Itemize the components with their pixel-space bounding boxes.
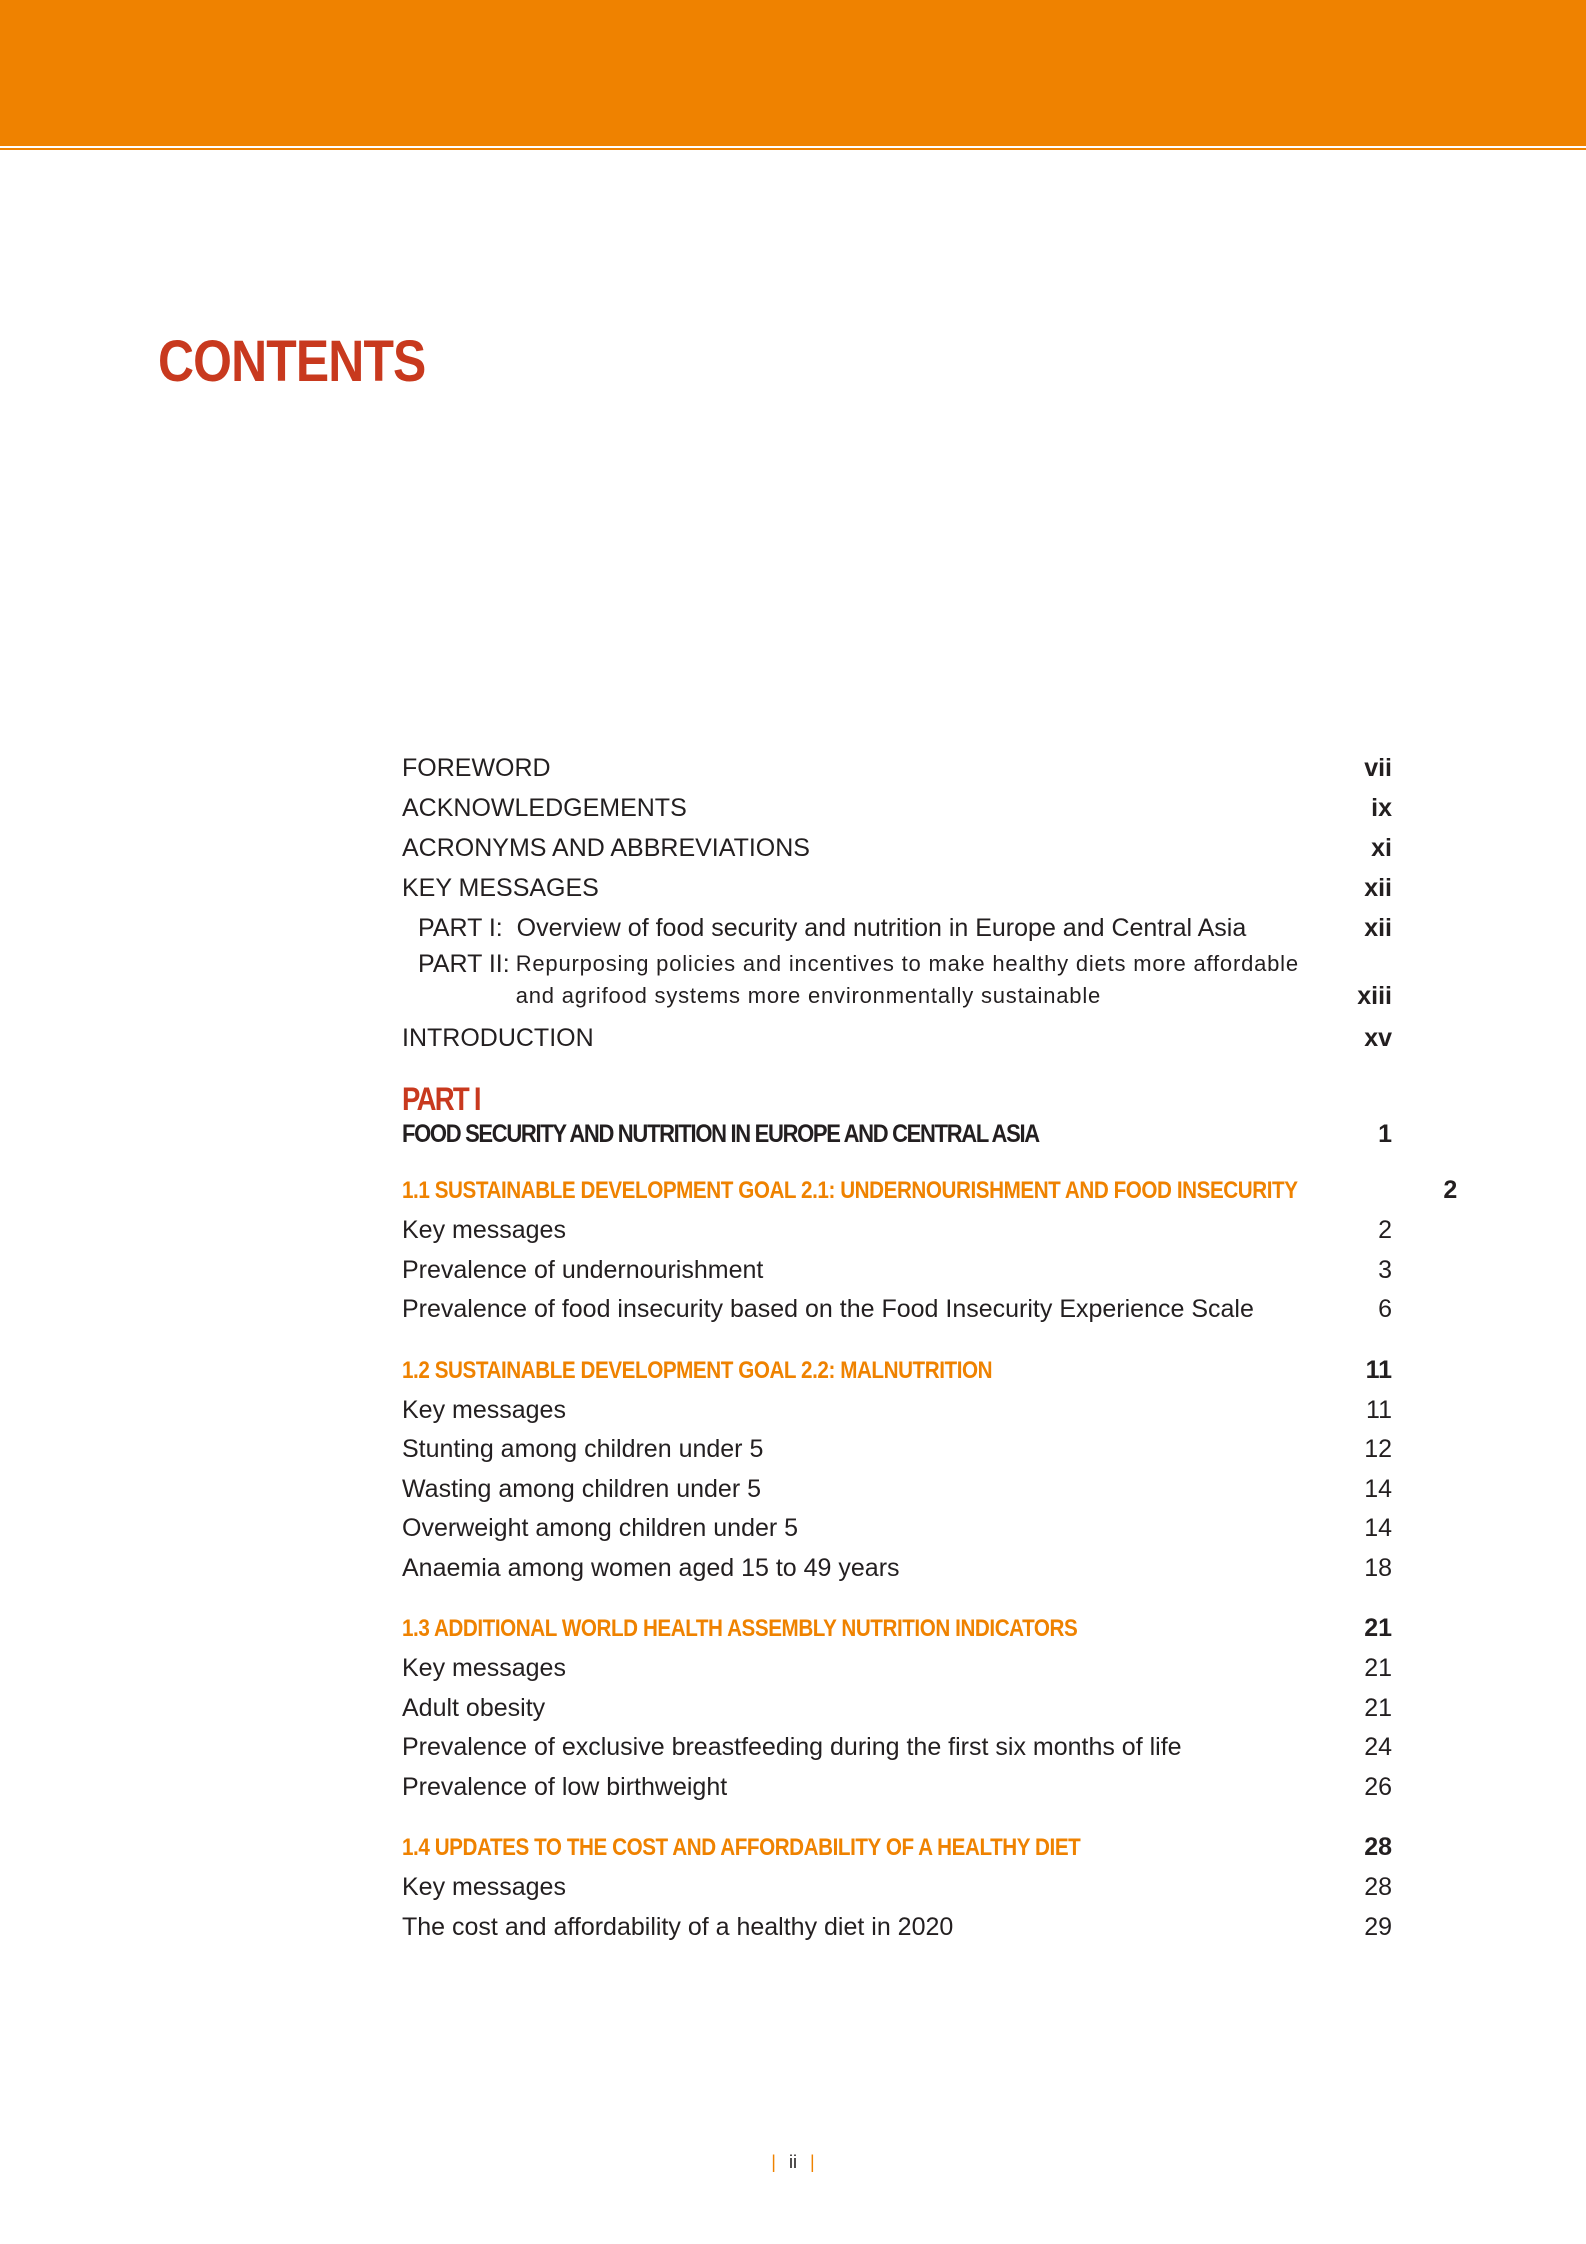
toc-entry[interactable] [402, 1689, 1392, 1729]
toc-entry-label: Prevalence of exclusive breastfeeding during the first six months of life [402, 1733, 1182, 1761]
toc-entry-acknowledgements[interactable] [402, 788, 1392, 828]
toc-entry-page: 21 [1364, 1654, 1392, 1682]
toc-entry-label: ACRONYMS AND ABBREVIATIONS [402, 834, 810, 862]
toc-entry-page: 24 [1364, 1733, 1392, 1761]
footer-page-number: ii [789, 2152, 797, 2172]
footer-divider-left: | [771, 2152, 776, 2172]
toc-entry-page: 29 [1364, 1912, 1392, 1941]
toc-entry-label: The cost and affordability of a healthy diet in 2020 [402, 1912, 954, 1941]
toc-entry-lead: PART II: [418, 950, 510, 978]
toc-entry[interactable] [402, 1430, 1392, 1470]
toc-entry-page: 11 [1365, 1355, 1392, 1384]
toc-entry-page: ix [1371, 794, 1392, 822]
toc-entry-page: 14 [1364, 1514, 1392, 1542]
toc-entry-page: xii [1364, 914, 1392, 942]
toc-entry-lead: PART I: [418, 914, 503, 942]
toc-entry-text-line-2: and agrifood systems more environmentally sustainable [515, 983, 1102, 1008]
toc-entry-key-messages[interactable] [402, 868, 1392, 908]
section-title: 1.4 UPDATES TO THE COST AND AFFORDABILITY OF A HEALTHY DIET [402, 1834, 1081, 1861]
toc-entry[interactable] [402, 1470, 1392, 1510]
toc-entry-page: 18 [1364, 1553, 1392, 1582]
toc-entry-label: ACKNOWLEDGEMENTS [402, 794, 687, 822]
toc-entry-page: 2 [1378, 1216, 1392, 1244]
toc-entry-page: 1 [1378, 1120, 1392, 1148]
toc-entry-text-line-1: Repurposing policies and incentives to make healthy diets more affordable [515, 951, 1299, 976]
page-footer [0, 2152, 1586, 2173]
toc-entry-page: 12 [1364, 1435, 1392, 1463]
toc-entry-page: xv [1364, 1024, 1392, 1052]
toc-entry-page: 21 [1364, 1614, 1392, 1642]
toc-entry[interactable] [402, 1509, 1392, 1549]
toc-entry-key-messages-part-1[interactable] [402, 908, 1392, 948]
toc-entry-page: xiii [1357, 982, 1392, 1010]
toc-section-1-2[interactable] [402, 1350, 1392, 1391]
toc-entry[interactable] [402, 1908, 1392, 1948]
toc-section-1-4[interactable] [402, 1827, 1392, 1868]
toc-entry-page: 14 [1364, 1474, 1392, 1503]
header-band-rule [0, 148, 1586, 150]
toc-entry-text [516, 948, 1299, 1012]
toc-entry-label: Prevalence of undernourishment [402, 1255, 764, 1284]
toc-entry[interactable] [402, 1768, 1392, 1808]
toc-entry-label: FOREWORD [402, 754, 551, 782]
toc-entry-page: 21 [1364, 1693, 1392, 1722]
section-title: 1.2 SUSTAINABLE DEVELOPMENT GOAL 2.2: MALNUTRITION [402, 1356, 993, 1384]
page-title: CONTENTS [158, 329, 426, 394]
part-label: PART I [402, 1081, 480, 1117]
table-of-contents [402, 748, 1458, 1947]
toc-entry-label: Stunting among children under 5 [402, 1435, 764, 1463]
toc-entry-page: xi [1371, 834, 1392, 862]
toc-entry-label: Key messages [402, 1654, 566, 1682]
toc-entry-introduction[interactable] [402, 1018, 1392, 1058]
toc-entry-label: Overweight among children under 5 [402, 1514, 799, 1542]
section-title: 1.1 SUSTAINABLE DEVELOPMENT GOAL 2.1: UNDERNOURISHMENT AND FOOD INSECURITY [402, 1177, 1298, 1204]
part-title: FOOD SECURITY AND NUTRITION IN EUROPE AND CENTRAL ASIA [402, 1120, 1039, 1148]
toc-entry-label: Key messages [402, 1395, 566, 1424]
toc-entry-page: 2 [1443, 1176, 1458, 1204]
toc-entry-page: 28 [1364, 1833, 1392, 1861]
toc-entry-page: vii [1364, 754, 1392, 782]
toc-entry-page: 28 [1364, 1873, 1392, 1901]
toc-entry[interactable] [402, 1868, 1392, 1908]
toc-section-1-3[interactable] [402, 1608, 1392, 1649]
toc-entry-label: Wasting among children under 5 [402, 1474, 761, 1503]
toc-entry-page: xii [1364, 874, 1392, 902]
toc-entry[interactable] [402, 1290, 1392, 1330]
toc-entry-part-1[interactable] [402, 1118, 1392, 1150]
toc-entry-label: Prevalence of food insecurity based on the Food Insecurity Experience Scale [402, 1295, 1254, 1323]
toc-entry[interactable] [402, 1391, 1392, 1431]
footer-divider-right: | [810, 2152, 815, 2172]
toc-entry-label: Anaemia among women aged 15 to 49 years [402, 1553, 900, 1582]
toc-entry-label: Key messages [402, 1216, 566, 1244]
toc-entry-page: 6 [1378, 1295, 1392, 1323]
toc-entry-label [418, 908, 1246, 948]
toc-entry-label: Adult obesity [402, 1693, 546, 1722]
section-title: 1.3 ADDITIONAL WORLD HEALTH ASSEMBLY NUTRITION INDICATORS [402, 1615, 1078, 1642]
toc-entry-label: Key messages [402, 1873, 566, 1901]
toc-entry-label: INTRODUCTION [402, 1024, 594, 1052]
header-band [0, 0, 1586, 146]
toc-entry[interactable] [402, 1211, 1392, 1251]
toc-entry[interactable] [402, 1649, 1392, 1689]
toc-entry-label [418, 948, 1299, 1012]
toc-entry-foreword[interactable] [402, 748, 1392, 788]
toc-entry-label: Prevalence of low birthweight [402, 1772, 728, 1801]
toc-entry-label: KEY MESSAGES [402, 874, 599, 902]
toc-entry-text: Overview of food security and nutrition in Europe and Central Asia [516, 914, 1247, 942]
toc-entry[interactable] [402, 1549, 1392, 1589]
toc-entry-page: 11 [1366, 1395, 1392, 1424]
toc-section-1-1[interactable] [402, 1170, 1458, 1211]
toc-entry-key-messages-part-2[interactable] [402, 948, 1392, 1012]
toc-entry-page: 3 [1378, 1255, 1392, 1284]
toc-entry[interactable] [402, 1251, 1392, 1291]
toc-entry-acronyms[interactable] [402, 828, 1392, 868]
toc-entry-page: 26 [1364, 1772, 1392, 1801]
toc-entry[interactable] [402, 1728, 1392, 1768]
